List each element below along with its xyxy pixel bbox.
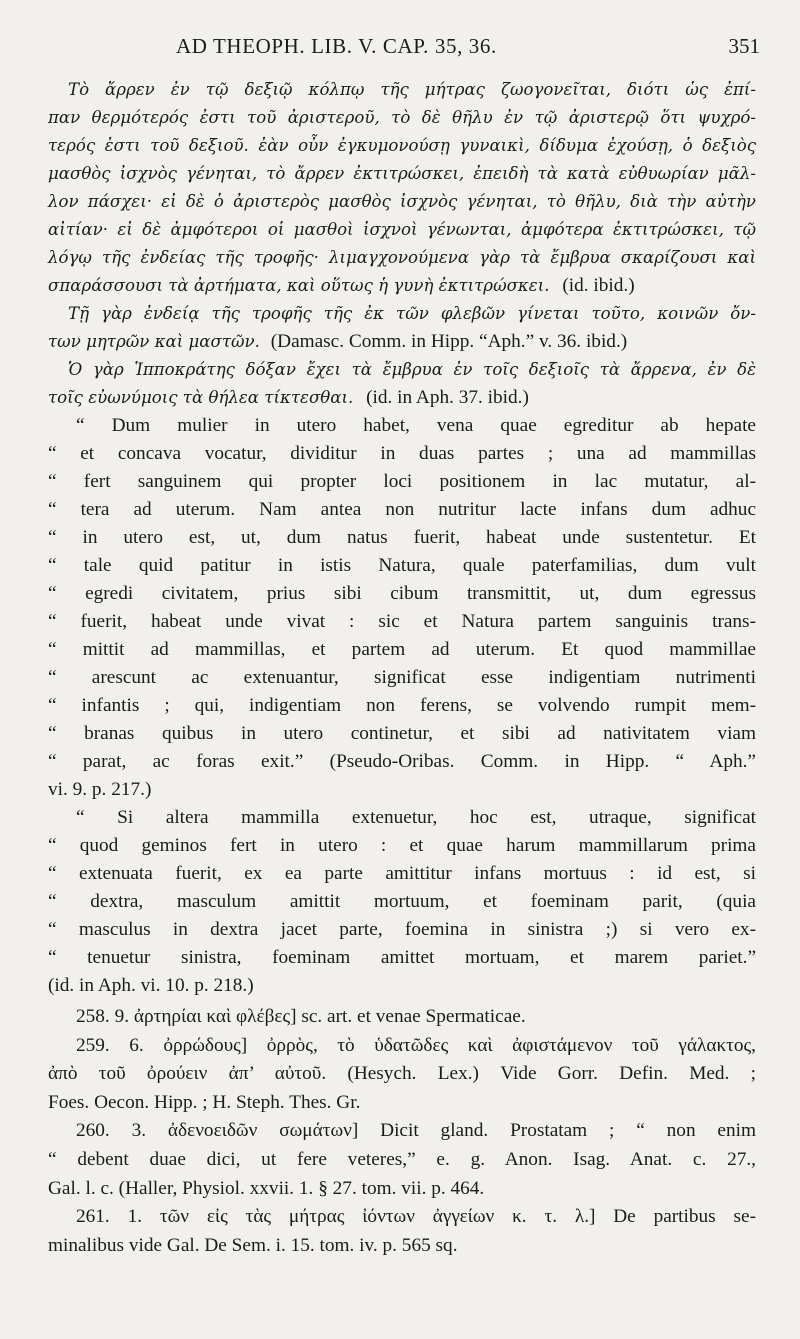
note-line: Foes. Oecon. Hipp. ; H. Steph. Thes. Gr.	[48, 1091, 361, 1113]
reference: (Damasc. Comm. in Hipp. “Aph.” v. 36. ibid.)	[270, 331, 628, 352]
note-line: Gal. l. c. (Haller, Physiol. xxvii. 1. § 27. tom. vii. p. 464.	[48, 1177, 485, 1199]
greek-line: τερός ἐστι τοῦ δεξιοῦ. ἐὰν οὖν ἐγκυμονούσῃ γυναικὶ, δίδυμα ἐχούσῃ, ὁ δεξιὸς	[48, 136, 756, 155]
latin-line: “ branas quibus in utero continetur, et sibi ad nativitatem viam	[48, 723, 756, 744]
greek-line: παν θερμότερός ἐστι τοῦ ἀριστεροῦ, τὸ δὲ θῆλυ ἐν τῷ ἀριστερῷ ὅτι ψυχρό-	[48, 108, 756, 127]
greek-line: Τὸ ἄρρεν ἐν τῷ δεξιῷ κόλπῳ τῆς μήτρας ζωογονεῖται, διότι ὡς ἐπί-	[68, 80, 756, 99]
running-header	[48, 30, 760, 70]
page-body	[48, 76, 756, 1260]
latin-line: “ Dum mulier in utero habet, vena quae egreditur ab hepate	[76, 415, 756, 436]
greek-line: Ὁ γὰρ Ἱπποκράτης δόξαν ἔχει τὰ ἔμβρυα ἐν τοῖς δεξιοῖς τὰ ἄρρενα, ἐν δὲ	[68, 360, 756, 379]
latin-line: “ quod geminos fert in utero : et quae harum mammillarum prima	[48, 835, 756, 856]
note-line: minalibus vide Gal. De Sem. i. 15. tom. iv. p. 565 sq.	[48, 1234, 458, 1256]
greek-text: τοῖς εὐωνύμοις τὰ θήλεα τίκτεσθαι.	[48, 388, 354, 407]
note-260	[48, 1117, 756, 1203]
greek-line: αἰτίαν· εἰ δὲ ἀμφότεροι οἱ μασθοὶ ἰσχνοὶ γένωνται, ἀμφότερα ἐκτιτρώσκει, τῷ	[48, 220, 756, 239]
latin-quote-2	[48, 804, 756, 1000]
greek-line-last	[48, 328, 756, 356]
note-line	[76, 1117, 756, 1146]
latin-line: “ tenuetur sinistra, foeminam amittet mortuam, et marem pariet.”	[48, 947, 756, 968]
reference: (id. ibid.)	[562, 275, 635, 296]
latin-line: “ dextra, masculum amittit mortuum, et foeminam parit, (quia	[48, 891, 756, 912]
note-line	[76, 1003, 756, 1032]
latin-line: “ parat, ac foras exit.” (Pseudo-Oribas. Comm. in Hipp. “ Aph.”	[48, 751, 756, 772]
note-line	[76, 1203, 756, 1232]
note-number: 259. 6.	[76, 1034, 144, 1056]
latin-quote-1	[48, 412, 756, 804]
latin-line: “ egredi civitatem, prius sibi cibum transmittit, ut, dum egressus	[48, 583, 756, 604]
damascius-paragraph	[48, 300, 756, 356]
note-text: ἀδενοειδῶν σωμάτων] Dicit gland. Prostatam ; “ non enim	[167, 1120, 756, 1142]
note-261	[48, 1203, 756, 1260]
running-title: AD THEOPH. LIB. V. CAP. 35, 36.	[176, 34, 497, 58]
greek-text: σπαράσσουσι τὰ ἀρτήματα, καὶ οὕτως ἡ γυνὴ ἐκτιτρώσκει.	[48, 276, 550, 295]
hippocrates-paragraph	[48, 356, 756, 412]
reference: (id. in Aph. 37. ibid.)	[366, 387, 529, 408]
note-text: ὀρρώδους] ὀρρὸς, τὸ ὑδατῶδες καὶ ἀφιστάμενον τοῦ γάλακτος,	[163, 1034, 757, 1056]
latin-line-tail: vi. 9. p. 217.)	[48, 779, 152, 800]
note-text: τῶν εἰς τὰς μήτρας ἰόντων ἀγγείων κ. τ. λ.] De partibus se-	[159, 1206, 756, 1228]
note-number: 261. 1.	[76, 1206, 143, 1228]
latin-line: “ arescunt ac extenuantur, significat esse indigentiam nutrimenti	[48, 667, 756, 688]
latin-line: “ masculus in dextra jacet parte, foemina in sinistra ;) si vero ex-	[48, 919, 756, 940]
latin-line: “ et concava vocatur, dividitur in duas partes ; una ad mammillas	[48, 443, 756, 464]
greek-line-last	[48, 384, 756, 412]
note-line	[76, 1032, 756, 1061]
page-number: 351	[728, 34, 760, 58]
latin-line: “ fuerit, habeat unde vivat : sic et Natura partem sanguinis trans-	[48, 611, 756, 632]
greek-line: λόγῳ τῆς ἐνδείας τῆς τροφῆς· λιμαγχονούμενα γὰρ τὰ ἔμβρυα σκαρίζουσι καὶ	[48, 248, 756, 267]
greek-line-last	[48, 272, 756, 300]
greek-line: μασθὸς ἰσχνὸς γένηται, τὸ ἄρρεν ἐκτιτρώσκει, ἐπειδὴ τὰ κατὰ εὐθυωρίαν μᾶλ-	[48, 164, 756, 183]
latin-line: “ tera ad uterum. Nam antea non nutritur lacte infans dum adhuc	[48, 499, 756, 520]
note-text: ἀρτηρίαι καὶ φλέβες] sc. art. et venae Spermaticae.	[133, 1006, 526, 1027]
latin-line: “ fert sanguinem qui propter loci positionem in lac mutatur, al-	[48, 471, 756, 492]
note-258	[48, 1003, 756, 1032]
greek-text: των μητρῶν καὶ μαστῶν.	[48, 332, 260, 351]
greek-paragraph	[48, 76, 756, 300]
latin-line: “ mittit ad mammillas, et partem ad uterum. Et quod mammillae	[48, 639, 756, 660]
note-number: 260. 3.	[76, 1120, 147, 1142]
note-259	[48, 1032, 756, 1118]
latin-line-tail: (id. in Aph. vi. 10. p. 218.)	[48, 975, 254, 996]
greek-line: Τῇ γὰρ ἐνδείᾳ τῆς τροφῆς τῆς ἐκ τῶν φλεβῶν γίνεται τοῦτο, κοινῶν ὄν-	[68, 304, 756, 323]
note-line: “ debent duae dici, ut fere veteres,” e. g. Anon. Isag. Anat. c. 27.,	[48, 1148, 756, 1170]
latin-line: “ tale quid patitur in istis Natura, quale paterfamilias, dum vult	[48, 555, 756, 576]
latin-line: “ infantis ; qui, indigentiam non ferens, se volvendo rumpit mem-	[48, 695, 756, 716]
latin-line: “ Si altera mammilla extenuetur, hoc est, utraque, significat	[76, 807, 756, 828]
greek-line: λον πάσχει· εἰ δὲ ὁ ἀριστερὸς μασθὸς ἰσχνὸς γένηται, τὸ θῆλυ, διὰ τὴν αὐτὴν	[48, 192, 756, 211]
note-number: 258. 9.	[76, 1006, 130, 1027]
latin-line: “ extenuata fuerit, ex ea parte amittitur infans mortuus : id est, si	[48, 863, 756, 884]
latin-line: “ in utero est, ut, dum natus fuerit, habeat unde sustentetur. Et	[48, 527, 756, 548]
note-line: ἀπὸ τοῦ ὀρούειν ἀπ’ αὐτοῦ. (Hesych. Lex.) Vide Gorr. Defin. Med. ;	[48, 1063, 756, 1085]
